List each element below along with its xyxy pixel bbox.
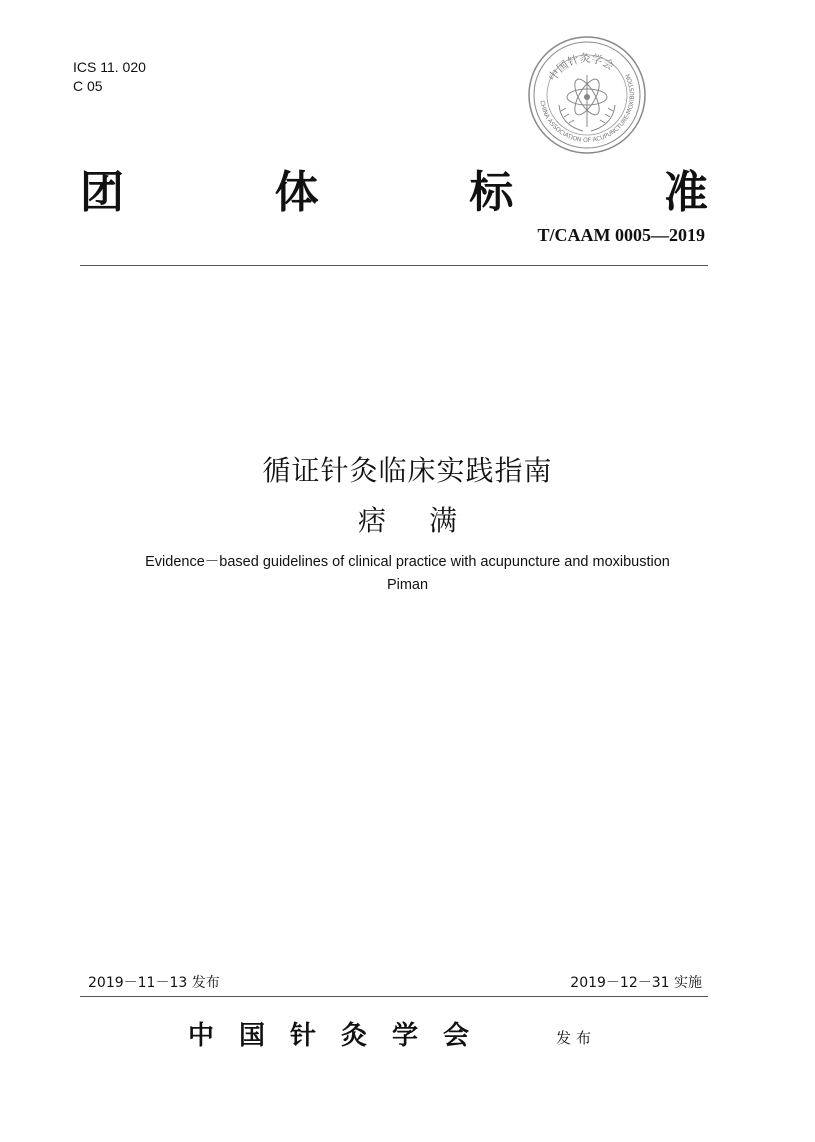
header-divider — [80, 265, 708, 266]
footer-divider — [80, 996, 708, 997]
doc-type-char: 准 — [663, 167, 708, 218]
seal-top-text: 中国针灸学会 — [545, 51, 617, 84]
publish-label: 发布 — [556, 1029, 597, 1047]
doc-type-char: 团 — [80, 167, 124, 218]
association-seal-icon — [527, 35, 647, 155]
english-title: Evidence－based guidelines of clinical practice with acupuncture and moxibustion — [145, 554, 670, 570]
standard-number: T/CAAM 0005—2019 — [537, 225, 705, 245]
seal-graphic — [527, 35, 647, 155]
chinese-title: 循证针灸临床实践指南 — [262, 454, 553, 487]
ics-code: ICS 11. 020 — [73, 59, 146, 75]
implementation-date: 2019－12－31 实施 — [570, 975, 702, 991]
publisher-name: 中国针灸学会 — [188, 1021, 495, 1051]
doc-type-char: 体 — [274, 167, 319, 218]
seal-ring-text: CHINA ASSOCIATION OF ACUPUNCTURE-MOXIBUSTION — [538, 72, 637, 145]
chinese-subtitle: 痞 满 — [358, 504, 457, 537]
ccs-code: C 05 — [73, 78, 103, 94]
classification-codes — [73, 58, 146, 96]
doc-type-char: 标 — [469, 167, 514, 218]
publication-date: 2019－11－13 发布 — [88, 975, 220, 991]
document-type-heading — [80, 168, 708, 218]
english-subtitle: Piman — [386, 577, 429, 593]
